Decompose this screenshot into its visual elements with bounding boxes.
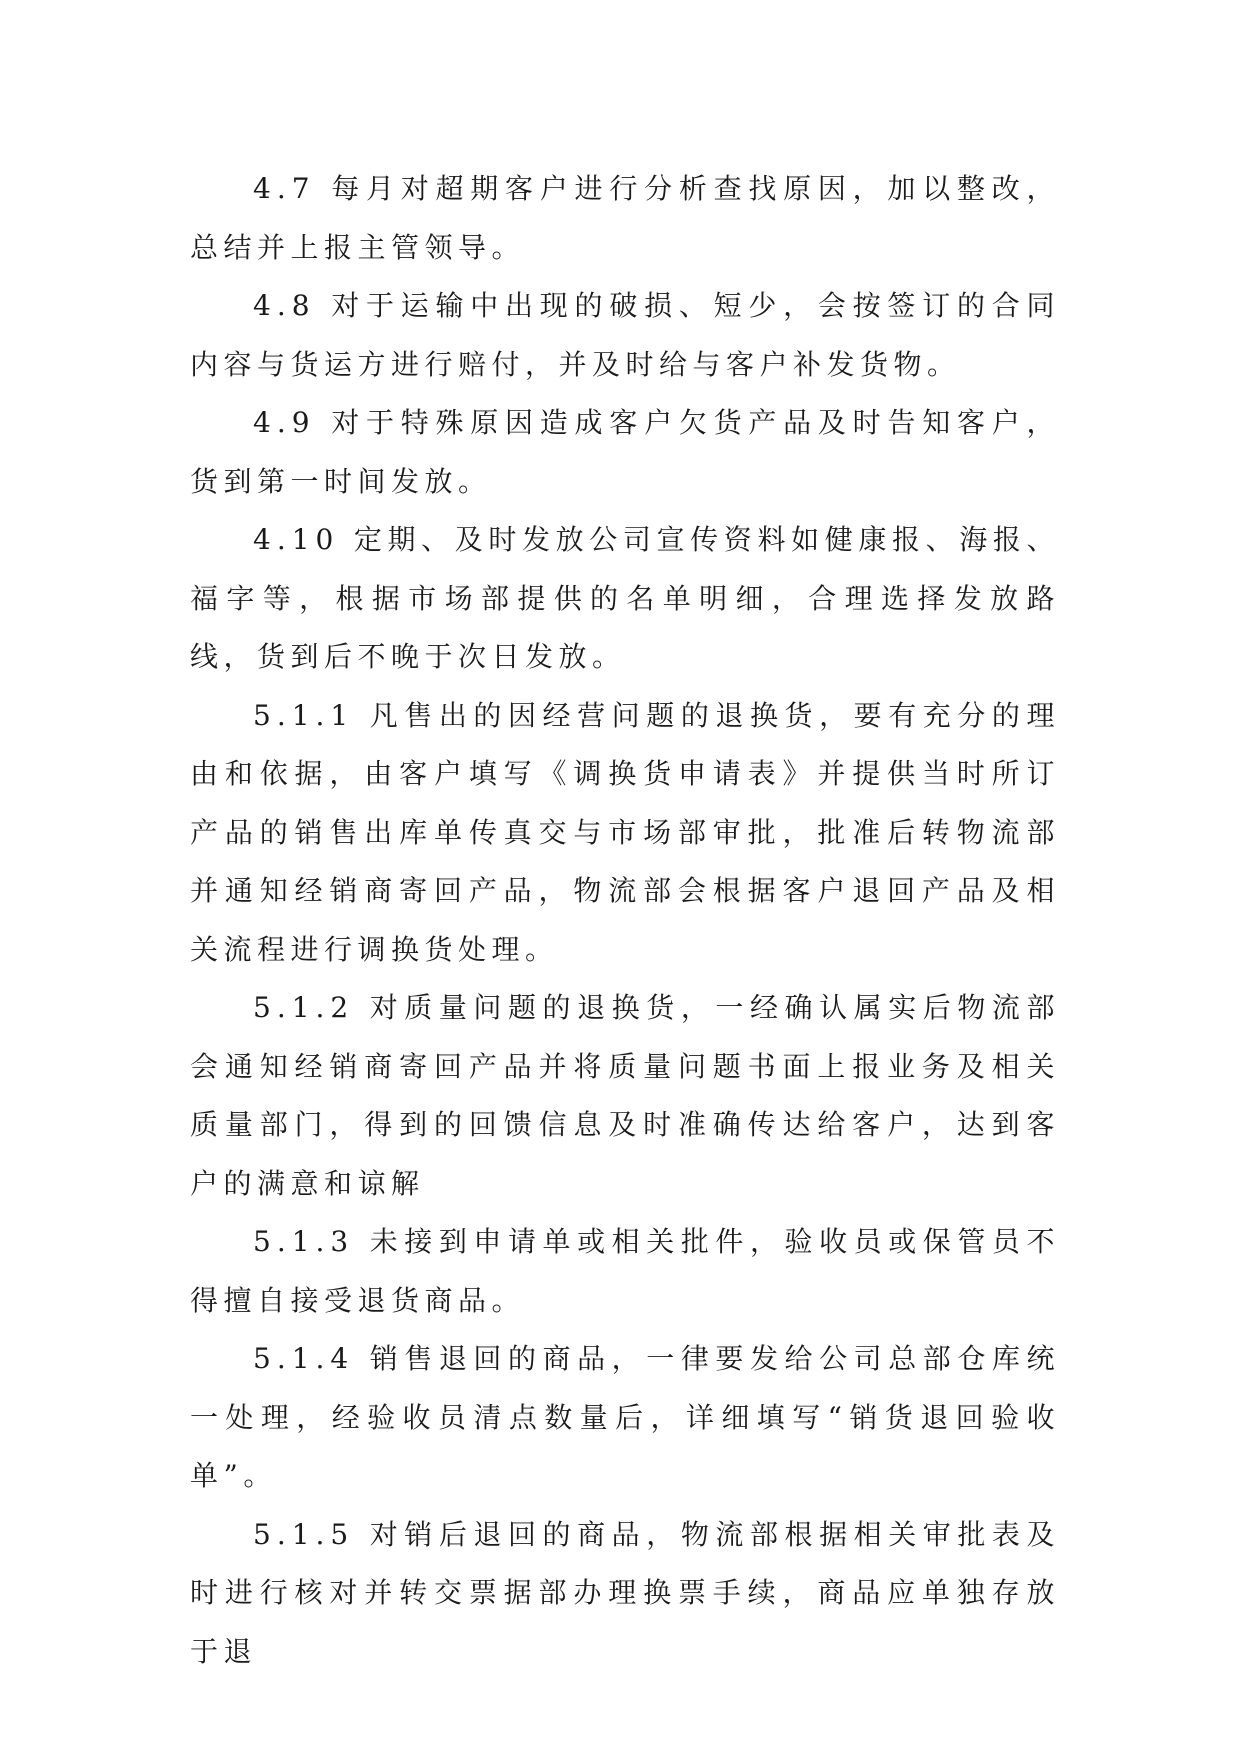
paragraph-5-1-3: [190, 1213, 1060, 1330]
paragraph-number: 4.10: [253, 523, 340, 556]
paragraph-4-10: [190, 511, 1060, 687]
paragraph-number: 4.9: [253, 406, 316, 439]
paragraph-number: 5.1.1: [253, 698, 355, 732]
paragraph-4-9: [190, 394, 1060, 511]
document-body: [190, 160, 1060, 1681]
paragraph-5-1-2: [190, 979, 1060, 1213]
paragraph-text: 定期、及时发放公司宣传资料如健康报、海报、福字等，根据市场部提供的名单明细，合理选择发放路线，货到后不晚于次日发放。: [190, 523, 1060, 673]
paragraph-4-7: [190, 160, 1060, 277]
paragraph-number: 4.8: [253, 289, 316, 322]
paragraph-5-1-1: [190, 687, 1060, 980]
paragraph-number: 5.1.4: [253, 1342, 355, 1375]
paragraph-number: 4.7: [253, 172, 316, 205]
paragraph-text: 销售退回的商品，一律要发给公司总部仓库统一处理，经验收员清点数量后，详细填写“销货退回验收单”。: [190, 1342, 1060, 1492]
paragraph-number: 5.1.5: [253, 1517, 355, 1551]
paragraph-number: 5.1.3: [253, 1225, 355, 1258]
paragraph-text: 对质量问题的退换货，一经确认属实后物流部会通知经销商寄回产品并将质量问题书面上报业务及相关质量部门，得到的回馈信息及时准确传达给客户，达到客户的满意和谅解: [190, 991, 1060, 1200]
paragraph-text: 对于运输中出现的破损、短少，会按签订的合同内容与货运方进行赔付，并及时给与客户补发货物。: [190, 289, 1060, 381]
paragraph-text: 每月对超期客户进行分析查找原因，加以整改，总结并上报主管领导。: [190, 172, 1060, 264]
paragraph-text: 对销后退回的商品，物流部根据相关审批表及时进行核对并转交票据部办理换票手续，商品应单独存放于退: [190, 1517, 1060, 1668]
paragraph-text: 凡售出的因经营问题的退换货，要有充分的理由和依据，由客户填写《调换货申请表》并提供当时所订产品的销售出库单传真交与市场部审批，批准后转物流部并通知经销商寄回产品，物流部会根据客户退回产品及相关流程进行调换货处理。: [190, 698, 1060, 966]
paragraph-5-1-5: [190, 1506, 1060, 1682]
paragraph-text: 未接到申请单或相关批件，验收员或保管员不得擅自接受退货商品。: [190, 1225, 1060, 1317]
paragraph-text: 对于特殊原因造成客户欠货产品及时告知客户，货到第一时间发放。: [190, 406, 1060, 498]
paragraph-4-8: [190, 277, 1060, 394]
paragraph-number: 5.1.2: [253, 991, 355, 1024]
paragraph-5-1-4: [190, 1330, 1060, 1506]
